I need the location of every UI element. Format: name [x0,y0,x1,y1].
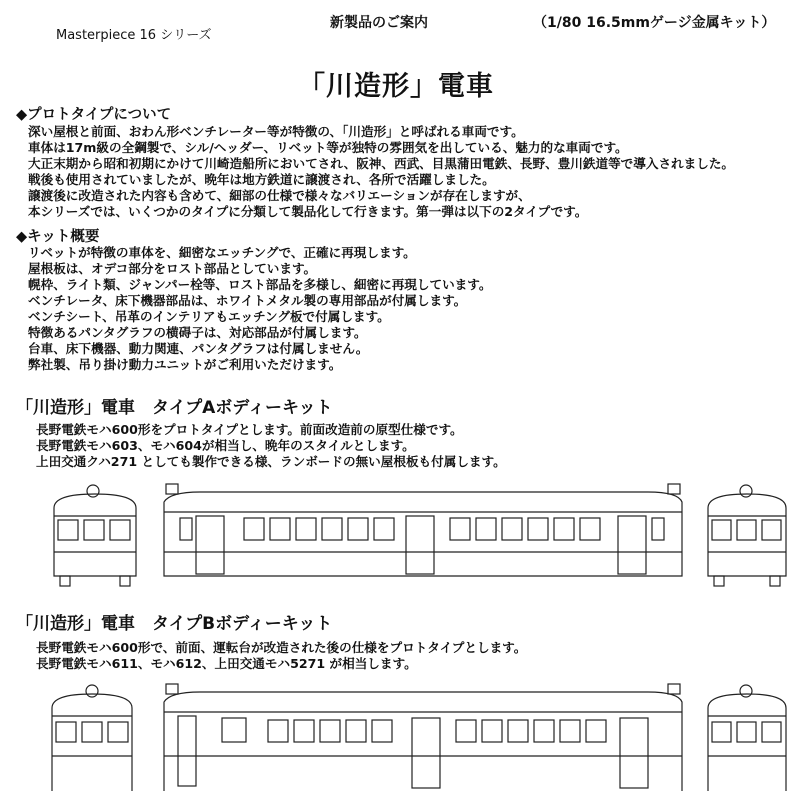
type-a-heading: 「川造形」電車 タイプAボディーキット [16,398,333,418]
type-b-rear-drawing [704,682,790,791]
type-a-side-drawing [160,482,688,582]
prototype-text [28,124,734,220]
type-a-rear-drawing [704,482,790,588]
prototype-line: 本シリーズでは、いくつかのタイプに分類して製品化して行きます。第一弾は以下の2タイプです。 [28,204,588,219]
type-b-heading: 「川造形」電車 タイプBボディーキット [16,614,333,634]
type-b-front-drawing [48,682,136,791]
type-a-side-windows [244,518,600,540]
series-label: Masterpiece 16 シリーズ [56,28,212,43]
type-b-text [36,640,526,672]
type-a-line: 上田交通クハ271 としても製作できる様、ランボードの無い屋根板も付属します。 [36,454,506,469]
kit-line: 幌枠、ライト類、ジャンパー栓等、ロスト部品を多様し、細密に再現しています。 [28,277,492,292]
scale-label: （1/80 16.5mmゲージ金属キット） [533,15,776,31]
kit-line: ベンチレータ、床下機器部品は、ホワイトメタル製の専用部品が付属します。 [28,293,467,308]
kit-line: 屋根板は、オデコ部分をロスト部品としています。 [28,261,317,276]
type-b-side-drawing [160,682,688,791]
prototype-line: 戦後も使用されていましたが、晩年は地方鉄道に譲渡され、各所で活躍しました。 [28,172,495,187]
type-b-side-windows [268,720,606,742]
kit-text [28,245,491,373]
type-b-line: 長野電鉄モハ611、モハ612、上田交通モハ5271 が相当します。 [36,656,417,671]
prototype-line: 車体は17m級の全鋼製で、シル/ヘッダー、リベット等が独特の雰囲気を出している、魅力的な車両です。 [28,140,628,155]
type-a-front-drawing [50,482,140,588]
kit-line: リベットが特徴の車体を、細密なエッチングで、正確に再現します。 [28,245,416,260]
kit-line: 弊社製、吊り掛け動力ユニットがご利用いただけます。 [28,357,342,372]
kit-heading: ◆キット概要 [16,229,100,245]
page-title: 「川造形」電車 [298,71,494,102]
type-a-text [36,422,506,470]
prototype-line: 深い屋根と前面、おわん形ベンチレーター等が特徴の、「川造形」と呼ばれる車両です。 [28,124,524,139]
kit-line: 台車、床下機器、動力関連、パンタグラフは付属しません。 [28,341,369,356]
prototype-heading: ◆プロトタイプについて [16,107,172,123]
prototype-line: 譲渡後に改造された内容も含めて、細部の仕様で様々なバリエーションが存在しますが、 [28,188,531,203]
notice-label: 新製品のご案内 [330,15,428,31]
type-b-line: 長野電鉄モハ600形で、前面、運転台が改造された後の仕様をプロトタイプとします。 [36,640,527,655]
kit-line: 特徴あるパンタグラフの横碍子は、対応部品が付属します。 [28,325,367,340]
kit-line: ベンチシート、吊革のインテリアもエッチング板で付属します。 [28,309,390,324]
prototype-line: 大正末期から昭和初期にかけて川崎造船所においてされ、阪神、西武、目黒蒲田電鉄、長野、豊川鉄道等で導入されました。 [28,156,735,171]
type-a-line: 長野電鉄モハ600形をプロトタイプとします。前面改造前の原型仕様です。 [36,422,463,437]
type-a-line: 長野電鉄モハ603、モハ604が相当し、晩年のスタイルとします。 [36,438,415,453]
